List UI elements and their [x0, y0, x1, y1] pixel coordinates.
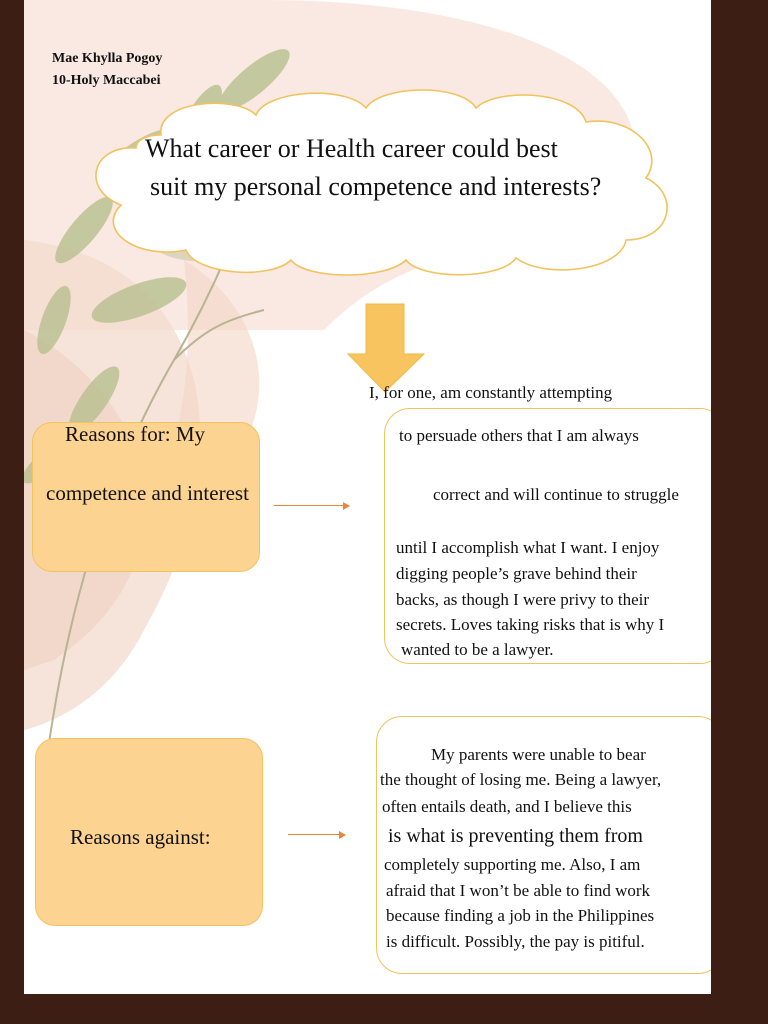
reasons-against-connector — [288, 834, 340, 835]
reasons-against-line: afraid that I won’t be able to find work — [386, 881, 651, 900]
reasons-against-line: the thought of losing me. Being a lawyer, — [380, 770, 662, 789]
reasons-for-line: correct and will continue to struggle — [433, 485, 679, 504]
reasons-against-line: is difficult. Possibly, the pay is pitiful. — [386, 932, 645, 951]
reasons-for-line: I, for one, am constantly attempting — [369, 383, 613, 402]
question-line-1: What career or Health career could best — [145, 134, 558, 163]
reasons-against-label: Reasons against: — [70, 825, 211, 849]
reasons-for-line: digging people’s grave behind their — [396, 564, 637, 583]
reasons-for-label-2: competence and interest — [46, 481, 249, 505]
author-name: Mae Khylla Pogoy — [52, 51, 163, 66]
reasons-against-line: often entails death, and I believe this — [382, 797, 632, 816]
author-section: 10-Holy Maccabei — [52, 73, 161, 88]
reasons-for-connector — [274, 505, 344, 506]
reasons-against-arrowhead-icon — [339, 831, 346, 839]
reasons-for-arrowhead-icon — [343, 502, 350, 510]
reasons-for-line: wanted to be a lawyer. — [401, 640, 554, 659]
question-line-2: suit my personal competence and interests? — [150, 172, 602, 201]
reasons-against-line: because finding a job in the Philippines — [386, 906, 655, 925]
reasons-for-line: to persuade others that I am always — [399, 426, 639, 445]
down-arrow-icon — [346, 302, 428, 394]
reasons-against-line: is what is preventing them from — [388, 825, 643, 847]
reasons-for-label-1: Reasons for: My — [65, 422, 205, 446]
reasons-against-line: completely supporting me. Also, I am — [384, 855, 641, 874]
reasons-for-line: until I accomplish what I want. I enjoy — [396, 538, 660, 557]
reasons-for-line: secrets. Loves taking risks that is why I — [396, 615, 665, 634]
worksheet-page — [24, 0, 711, 994]
reasons-against-line: My parents were unable to bear — [431, 745, 646, 764]
reasons-for-line: backs, as though I were privy to their — [396, 590, 650, 609]
